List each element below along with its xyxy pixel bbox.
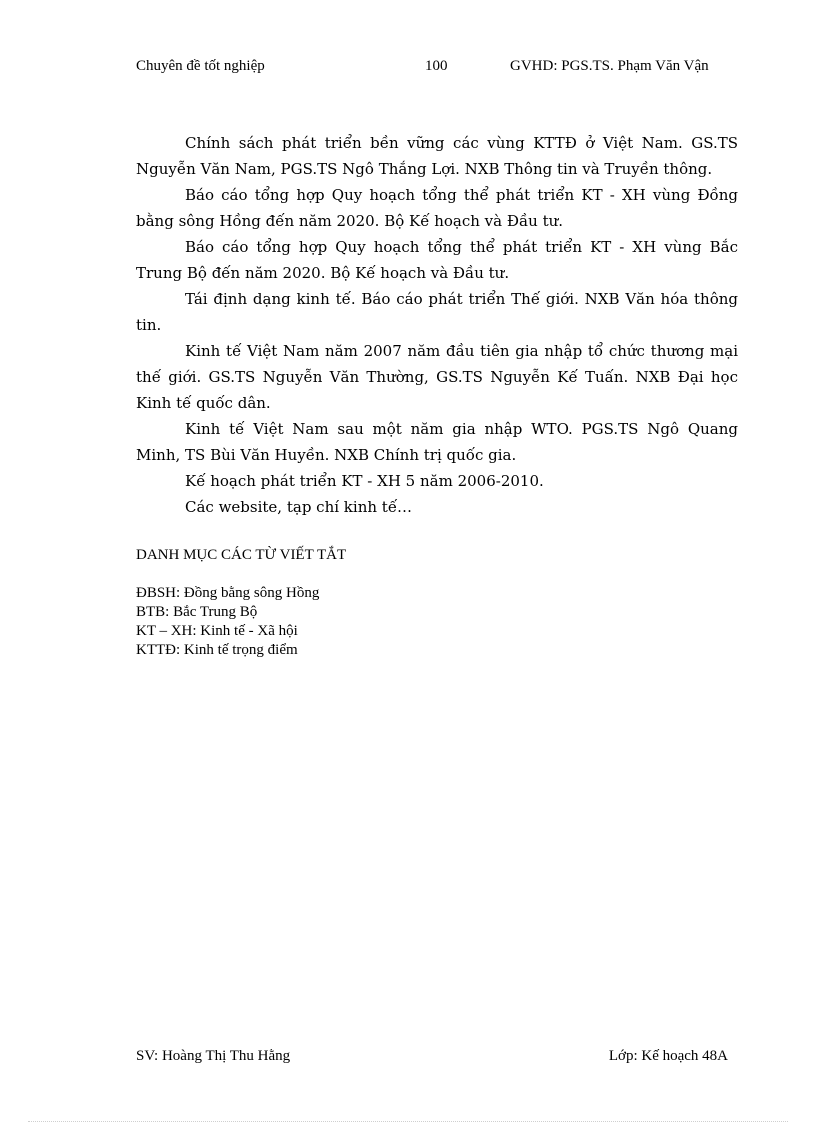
page-edge-divider xyxy=(28,1121,788,1122)
reference-item: Tái định dạng kinh tế. Báo cáo phát triển Thế giới. NXB Văn hóa thông tin. xyxy=(136,290,738,334)
reference-item: Kinh tế Việt Nam sau một năm gia nhập WTO. PGS.TS Ngô Quang Minh, TS Bùi Văn Huyền. NXB Chính trị quốc gia. xyxy=(136,420,738,464)
abbreviation-item: BTB: Bắc Trung Bộ xyxy=(136,604,258,620)
footer-student: SV: Hoàng Thị Thu Hằng xyxy=(136,1048,291,1064)
abbreviation-item: ĐBSH: Đồng bằng sông Hồng xyxy=(136,585,320,601)
header-topic: Chuyên đề tốt nghiệp xyxy=(136,58,265,74)
footer-class: Lớp: Kế hoạch 48A xyxy=(608,1048,728,1064)
header-supervisor: GVHD: PGS.TS. Phạm Văn Vận xyxy=(510,58,709,74)
page-number: 100 xyxy=(425,58,448,74)
abbreviations-list xyxy=(136,584,319,660)
abbreviations-title: DANH MỤC CÁC TỪ VIẾT TẮT xyxy=(136,547,347,563)
reference-item: Chính sách phát triển bền vững các vùng KTTĐ ở Việt Nam. GS.TS Nguyễn Văn Nam, PGS.TS Ngô Thắng Lợi. NXB Thông tin và Truyền thông. xyxy=(136,134,738,178)
abbreviation-item: KTTĐ: Kinh tế trọng điểm xyxy=(136,642,298,658)
abbreviation-item: KT – XH: Kinh tế - Xã hội xyxy=(136,623,298,639)
reference-item: Báo cáo tổng hợp Quy hoạch tổng thể phát triển KT - XH vùng Bắc Trung Bộ đến năm 2020. Bộ Kế hoạch và Đầu tư. xyxy=(136,238,738,282)
reference-item: Các website, tạp chí kinh tế… xyxy=(185,498,413,516)
reference-list xyxy=(136,130,738,520)
reference-item: Báo cáo tổng hợp Quy hoạch tổng thể phát triển KT - XH vùng Đồng bằng sông Hồng đến năm 2020. Bộ Kế hoạch và Đầu tư. xyxy=(136,186,738,230)
reference-item: Kinh tế Việt Nam năm 2007 năm đầu tiên gia nhập tổ chức thương mại thế giới. GS.TS Nguyễn Văn Thường, GS.TS Nguyễn Kế Tuấn. NXB Đại học Kinh tế quốc dân. xyxy=(136,342,738,412)
reference-item: Kế hoạch phát triển KT - XH 5 năm 2006-2010. xyxy=(185,472,544,490)
